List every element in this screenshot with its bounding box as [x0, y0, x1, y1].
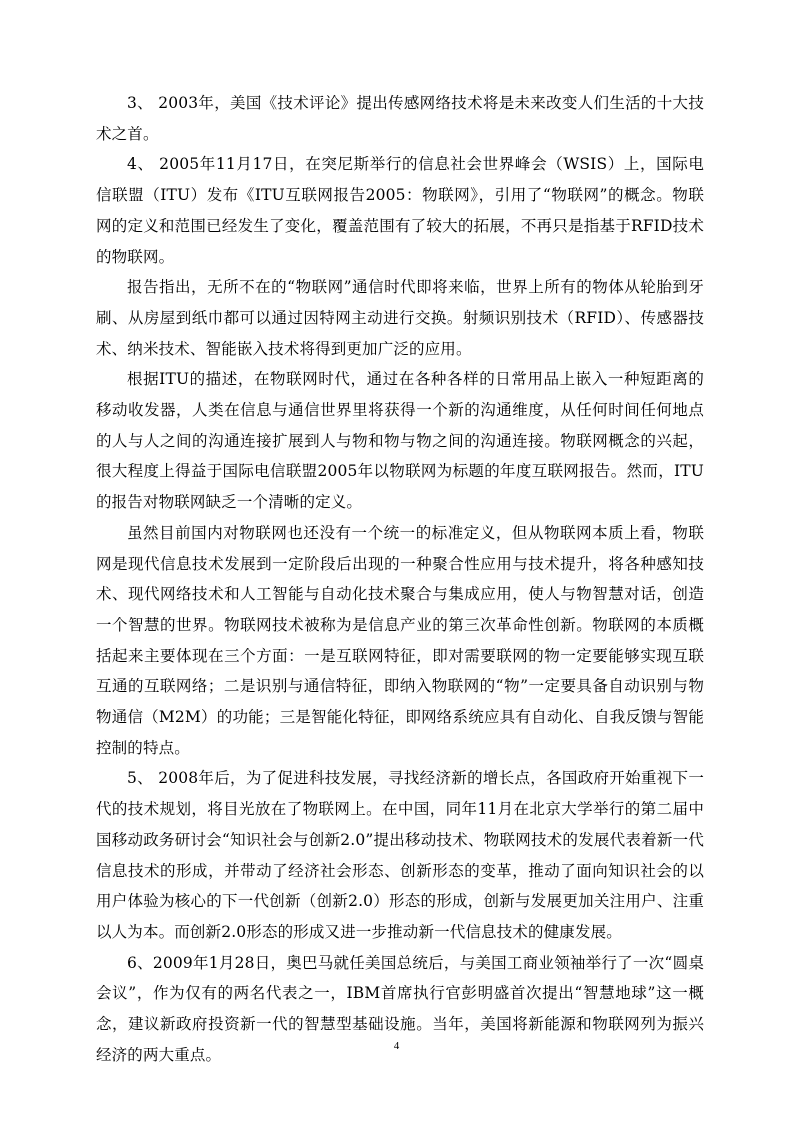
document-body — [96, 88, 704, 1071]
paragraph-definition: 虽然目前国内对物联网也还没有一个统一的标准定义，但从物联网本质上看，物联网是现代信息技术发展到一定阶段后出现的一种聚合性应用与技术提升，将各种感知技术、现代网络技术和人工智能与自动化技术聚合与集成应用，使人与物智慧对话，创造一个智慧的世界。物联网技术被称为是信息产业的第三次革命性创新。物联网的本质概括起来主要体现在三个方面：一是互联网特征，即对需要联网的物一定要能够实现互联互通的互联网络；二是识别与通信特征，即纳入物联网的“物”一定要具备自动识别与物物通信（M2M）的功能；三是智能化特征，即网络系统应具有自动化、自我反馈与智能控制的特点。 — [96, 523, 704, 757]
paragraph-itu-description: 根据ITU的描述，在物联网时代，通过在各种各样的日常用品上嵌入一种短距离的移动收发器，人类在信息与通信世界里将获得一个新的沟通维度，从任何时间任何地点的人与人之间的沟通连接扩展到人与物和物与物之间的沟通连接。物联网概念的兴起，很大程度上得益于国际电信联盟2005年以物联网为标题的年度互联网报告。然而，ITU的报告对物联网缺乏一个清晰的定义。 — [96, 370, 704, 512]
page-number: 4 — [393, 1040, 400, 1052]
paragraph-item-6: 6、2009年1月28日，奥巴马就任美国总统后，与美国工商业领袖举行了一次“圆桌会议”，作为仅有的两名代表之一，IBM首席执行官彭明盛首次提出“智慧地球”这一概念，建议新政府投资新一代的智慧型基础设施。当年，美国将新能源和物联网列为振兴经济的两大重点。 — [96, 953, 704, 1064]
paragraph-report: 报告指出，无所不在的“物联网”通信时代即将来临，世界上所有的物体从轮胎到牙刷、从房屋到纸巾都可以通过因特网主动进行交换。射频识别技术（RFID）、传感器技术、纳米技术、智能嵌入技术将得到更加广泛的应用。 — [96, 278, 704, 358]
paragraph-item-4: 4、 2005年11月17日，在突尼斯举行的信息社会世界峰会（WSIS）上，国际电信联盟（ITU）发布《ITU互联网报告2005：物联网》，引用了“物联网”的概念。物联网的定义和范围已经发生了变化，覆盖范围有了较大的拓展，不再只是指基于RFID技术的物联网。 — [96, 155, 704, 266]
paragraph-item-5: 5、 2008年后，为了促进科技发展，寻找经济新的增长点，各国政府开始重视下一代的技术规划，将目光放在了物联网上。在中国，同年11月在北京大学举行的第二届中国移动政务研讨会“知识社会与创新2.0”提出移动技术、物联网技术的发展代表着新一代信息技术的形成，并带动了经济社会形态、创新形态的变革，推动了面向知识社会的以用户体验为核心的下一代创新（创新2.0）形态的形成，创新与发展更加关注用户、注重以人为本。而创新2.0形态的形成又进一步推动新一代信息技术的健康发展。 — [96, 769, 704, 941]
paragraph-item-3: 3、 2003年，美国《技术评论》提出传感网络技术将是未来改变人们生活的十大技术之首。 — [96, 94, 704, 143]
